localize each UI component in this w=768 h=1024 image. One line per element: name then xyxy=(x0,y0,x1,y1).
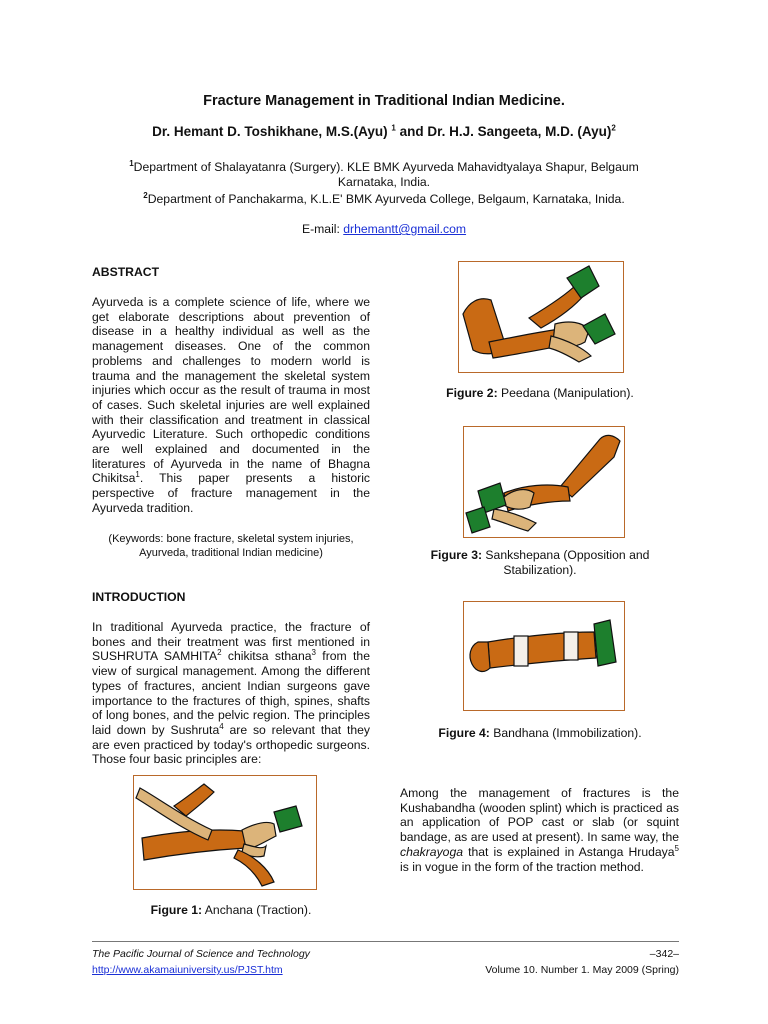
affiliation-2 xyxy=(100,192,668,207)
affiliation-1-text: Department of Shalayatanra (Surgery). KLE BMK Ayurveda Mahavidtyalaya Shapur, Belgaum Karnataka, India. xyxy=(133,160,639,189)
figure-1-label: Figure 1: xyxy=(150,903,203,917)
email-line xyxy=(0,222,768,236)
author-2: and Dr. H.J. Sangeeta, M.D. (Ayu) xyxy=(395,124,612,139)
figure-2-illustration xyxy=(459,262,623,372)
keywords: (Keywords: bone fracture, skeletal system injuries, Ayurveda, traditional Indian medicine) xyxy=(108,533,354,559)
figure-2-caption-text: Peedana (Manipulation). xyxy=(497,386,634,400)
paper-title: Fracture Management in Traditional Indian Medicine. xyxy=(203,93,565,109)
affiliation-1-sup: 1 xyxy=(129,158,134,168)
right-text-part2: that is explained in Astanga Hrudaya xyxy=(463,844,675,859)
figure-2-caption xyxy=(398,386,682,401)
footer-rule xyxy=(92,941,679,942)
abstract-heading: ABSTRACT xyxy=(92,265,160,279)
figure-4-image xyxy=(463,601,625,711)
intro-ref-2: 2 xyxy=(217,648,222,658)
affiliation-2-text: Department of Panchakarma, K.L.E' BMK Ayurveda College, Belgaum, Karnataka, Inida. xyxy=(147,192,625,206)
figure-4-label: Figure 4: xyxy=(438,726,490,740)
right-text-part1: Among the management of fractures is the Kushabandha (wooden splint) which is practiced as an application of POP cast or slab (or squint bandage, as are used at present). In same way, the xyxy=(400,786,679,845)
intro-part4: are so relevant that they are even practiced by today's orthopedic surgeons. Those four basic principles are: xyxy=(92,722,371,767)
figure-3-label: Figure 3: xyxy=(430,548,483,562)
figure-1-illustration xyxy=(134,776,316,889)
author-line xyxy=(0,124,768,139)
abstract-text xyxy=(92,295,370,516)
footer-journal: The Pacific Journal of Science and Technology xyxy=(92,948,310,960)
intro-part3: from the view of surgical management. Among the different types of fractures, ancient Indian surgeons gave importance to the fractures of thigh, spines, shafts of long bones, and the pelvic region. The principles laid down by Sushruta xyxy=(92,649,370,737)
affiliation-2-sup: 2 xyxy=(143,190,148,200)
email-link[interactable]: drhemantt@gmail.com xyxy=(343,222,467,236)
affiliation-1 xyxy=(100,160,668,190)
figure-3-image xyxy=(463,426,625,538)
figure-3-caption-text: Sankshepana (Opposition and Stabilization). xyxy=(482,548,650,577)
footer-volume: Volume 10. Number 1. May 2009 (Spring) xyxy=(485,964,679,976)
figure-1-caption xyxy=(92,903,370,918)
footer-url-link[interactable]: http://www.akamaiuniversity.us/PJST.htm xyxy=(92,964,283,976)
figure-4-caption-text: Bandhana (Immobilization). xyxy=(489,726,642,740)
abstract-ref-1: 1 xyxy=(135,470,140,480)
introduction-heading: INTRODUCTION xyxy=(92,590,186,604)
figure-1-caption-text: Anchana (Traction). xyxy=(202,903,312,917)
email-label: E-mail: xyxy=(301,222,344,236)
right-text-part3: is in vogue in the form of the traction method. xyxy=(400,859,644,874)
figure-4-illustration xyxy=(464,602,624,710)
figure-4-caption xyxy=(398,726,682,741)
intro-ref-3: 3 xyxy=(311,648,316,658)
figure-2-image xyxy=(458,261,624,373)
intro-part2: chikitsa sthana xyxy=(221,649,312,664)
footer-page-number: –342– xyxy=(649,948,679,960)
author-1-sup: 1 xyxy=(391,123,396,133)
author-2-sup: 2 xyxy=(611,123,616,133)
right-text-italic: chakrayoga xyxy=(400,844,464,859)
introduction-text xyxy=(92,620,370,767)
figure-3-caption xyxy=(398,548,682,578)
right-text-ref-5: 5 xyxy=(674,843,679,853)
intro-part1: In traditional Ayurveda practice, the fracture of bones and their treatment was first mentioned in SUSHRUTA SAMHITA xyxy=(92,620,370,664)
figure-2-label: Figure 2: xyxy=(446,386,498,400)
figure-3-illustration xyxy=(464,427,624,537)
author-1: Dr. Hemant D. Toshikhane, M.S.(Ayu) xyxy=(152,124,392,139)
intro-ref-4: 4 xyxy=(219,721,224,731)
abstract-text-part1: Ayurveda is a complete science of life, where we get elaborate descriptions about prevention of disease in a healthy individual as well as the management diseases. One of the common problems and challenges to modern world is trauma and the management the skeletal system injuries which occur as the result of trauma in most of cases. Such skeletal injuries are well explained with their classification and treatment in classical Ayurvedic Literature. Such orthopedic conditions are well explained and documented in the literatures of Ayurveda in the name of Bhagna Chikitsa xyxy=(92,295,370,486)
right-column-text xyxy=(400,786,679,874)
figure-1-image xyxy=(133,775,317,890)
abstract-text-part2: . This paper presents a historic perspective of fracture management in the Ayurveda tradition. xyxy=(92,471,370,515)
